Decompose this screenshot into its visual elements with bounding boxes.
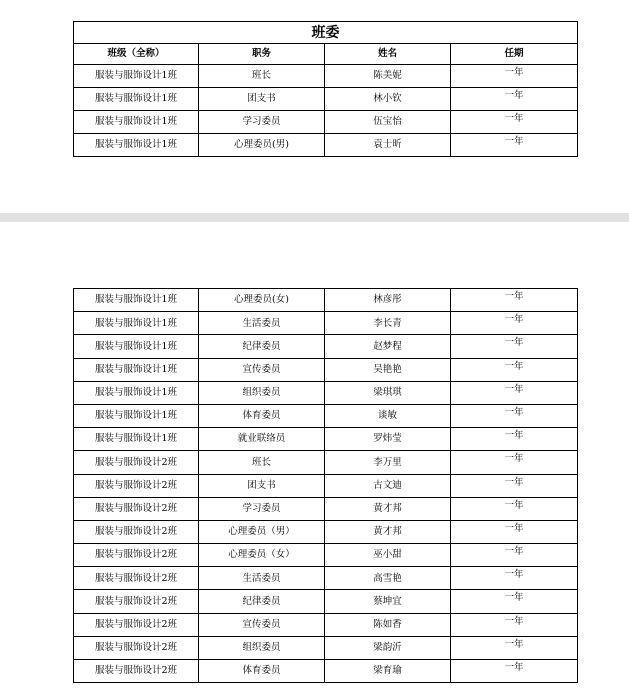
cell-name: 林彦彤 bbox=[325, 289, 451, 312]
class-committee-table-part-2 bbox=[73, 288, 578, 683]
table-row bbox=[74, 289, 578, 312]
cell-position: 宣传委员 bbox=[199, 613, 325, 636]
cell-class: 服装与服饰设计1班 bbox=[74, 312, 199, 335]
table-row bbox=[74, 520, 578, 543]
cell-term: 一年 bbox=[451, 497, 578, 520]
cell-term: 一年 bbox=[451, 613, 578, 636]
cell-class: 服装与服饰设计2班 bbox=[74, 497, 199, 520]
table-row bbox=[74, 567, 578, 590]
table-row bbox=[74, 88, 578, 111]
cell-term: 一年 bbox=[451, 451, 578, 474]
cell-class: 服装与服饰设计2班 bbox=[74, 660, 199, 683]
cell-class: 服装与服饰设计1班 bbox=[74, 88, 199, 111]
cell-name: 吴艳艳 bbox=[325, 358, 451, 381]
table-row bbox=[74, 474, 578, 497]
cell-name: 蔡坤宜 bbox=[325, 590, 451, 613]
table-row bbox=[74, 613, 578, 636]
table-header-row bbox=[74, 44, 578, 65]
table-row bbox=[74, 358, 578, 381]
page-separator bbox=[0, 213, 629, 222]
cell-class: 服装与服饰设计2班 bbox=[74, 544, 199, 567]
table-body-part-2 bbox=[74, 289, 578, 683]
cell-term: 一年 bbox=[451, 381, 578, 404]
cell-name: 袁士昕 bbox=[325, 134, 451, 157]
cell-term: 一年 bbox=[451, 520, 578, 543]
cell-position: 组织委员 bbox=[199, 636, 325, 659]
cell-position: 宣传委员 bbox=[199, 358, 325, 381]
cell-position: 班长 bbox=[199, 451, 325, 474]
cell-name: 黄才邦 bbox=[325, 520, 451, 543]
table-row bbox=[74, 381, 578, 404]
cell-term: 一年 bbox=[451, 428, 578, 451]
cell-term: 一年 bbox=[451, 544, 578, 567]
table-row bbox=[74, 497, 578, 520]
cell-position: 体育委员 bbox=[199, 660, 325, 683]
table-row bbox=[74, 544, 578, 567]
table-body-part-1 bbox=[74, 65, 578, 157]
cell-position: 心理委员（男） bbox=[199, 520, 325, 543]
table-row bbox=[74, 590, 578, 613]
cell-class: 服装与服饰设计2班 bbox=[74, 613, 199, 636]
cell-class: 服装与服饰设计1班 bbox=[74, 381, 199, 404]
table-row bbox=[74, 312, 578, 335]
cell-name: 高雪艳 bbox=[325, 567, 451, 590]
cell-name: 罗炜莹 bbox=[325, 428, 451, 451]
cell-term: 一年 bbox=[451, 312, 578, 335]
cell-term: 一年 bbox=[451, 660, 578, 683]
cell-class: 服装与服饰设计1班 bbox=[74, 111, 199, 134]
table-row bbox=[74, 335, 578, 358]
header-term: 任期 bbox=[451, 44, 578, 65]
cell-name: 黄才邦 bbox=[325, 497, 451, 520]
cell-term: 一年 bbox=[451, 88, 578, 111]
cell-name: 古文迪 bbox=[325, 474, 451, 497]
table-row bbox=[74, 404, 578, 427]
cell-position: 心理委员(男) bbox=[199, 134, 325, 157]
class-committee-table-part-1 bbox=[73, 21, 578, 157]
cell-class: 服装与服饰设计2班 bbox=[74, 590, 199, 613]
cell-term: 一年 bbox=[451, 335, 578, 358]
cell-term: 一年 bbox=[451, 404, 578, 427]
table-row bbox=[74, 111, 578, 134]
table-row bbox=[74, 428, 578, 451]
table-row bbox=[74, 451, 578, 474]
cell-position: 团支书 bbox=[199, 88, 325, 111]
cell-position: 学习委员 bbox=[199, 497, 325, 520]
cell-class: 服装与服饰设计1班 bbox=[74, 358, 199, 381]
table-row bbox=[74, 660, 578, 683]
cell-position: 心理委员（女） bbox=[199, 544, 325, 567]
header-name: 姓名 bbox=[325, 44, 451, 65]
table-title: 班委 bbox=[74, 22, 578, 44]
table-row bbox=[74, 134, 578, 157]
cell-position: 学习委员 bbox=[199, 111, 325, 134]
header-class: 班级（全称） bbox=[74, 44, 199, 65]
cell-position: 心理委员(女) bbox=[199, 289, 325, 312]
cell-term: 一年 bbox=[451, 65, 578, 88]
cell-class: 服装与服饰设计2班 bbox=[74, 636, 199, 659]
cell-class: 服装与服饰设计1班 bbox=[74, 65, 199, 88]
cell-class: 服装与服饰设计1班 bbox=[74, 335, 199, 358]
cell-name: 赵梦程 bbox=[325, 335, 451, 358]
cell-name: 梁育瑜 bbox=[325, 660, 451, 683]
cell-term: 一年 bbox=[451, 289, 578, 312]
cell-name: 巫小甜 bbox=[325, 544, 451, 567]
cell-class: 服装与服饰设计1班 bbox=[74, 404, 199, 427]
table-title-row bbox=[74, 22, 578, 44]
cell-position: 团支书 bbox=[199, 474, 325, 497]
cell-name: 伍宝怡 bbox=[325, 111, 451, 134]
cell-term: 一年 bbox=[451, 636, 578, 659]
cell-term: 一年 bbox=[451, 590, 578, 613]
cell-name: 陈如香 bbox=[325, 613, 451, 636]
cell-term: 一年 bbox=[451, 358, 578, 381]
cell-class: 服装与服饰设计1班 bbox=[74, 428, 199, 451]
table-row bbox=[74, 636, 578, 659]
table-row bbox=[74, 65, 578, 88]
cell-position: 生活委员 bbox=[199, 567, 325, 590]
cell-class: 服装与服饰设计1班 bbox=[74, 289, 199, 312]
cell-position: 组织委员 bbox=[199, 381, 325, 404]
cell-name: 林小钦 bbox=[325, 88, 451, 111]
cell-name: 李万里 bbox=[325, 451, 451, 474]
cell-name: 梁韵沂 bbox=[325, 636, 451, 659]
cell-name: 陈美妮 bbox=[325, 65, 451, 88]
document-page-2 bbox=[0, 222, 629, 689]
cell-class: 服装与服饰设计1班 bbox=[74, 134, 199, 157]
cell-class: 服装与服饰设计2班 bbox=[74, 474, 199, 497]
cell-position: 就业联络员 bbox=[199, 428, 325, 451]
cell-name: 谈敏 bbox=[325, 404, 451, 427]
document-page-1 bbox=[0, 0, 629, 213]
cell-term: 一年 bbox=[451, 111, 578, 134]
cell-position: 纪律委员 bbox=[199, 590, 325, 613]
cell-class: 服装与服饰设计2班 bbox=[74, 520, 199, 543]
cell-position: 纪律委员 bbox=[199, 335, 325, 358]
cell-position: 体育委员 bbox=[199, 404, 325, 427]
cell-name: 梁琪琪 bbox=[325, 381, 451, 404]
header-position: 职务 bbox=[199, 44, 325, 65]
cell-term: 一年 bbox=[451, 134, 578, 157]
cell-position: 班长 bbox=[199, 65, 325, 88]
cell-position: 生活委员 bbox=[199, 312, 325, 335]
cell-class: 服装与服饰设计2班 bbox=[74, 567, 199, 590]
cell-term: 一年 bbox=[451, 567, 578, 590]
cell-class: 服装与服饰设计2班 bbox=[74, 451, 199, 474]
cell-term: 一年 bbox=[451, 474, 578, 497]
cell-name: 李长青 bbox=[325, 312, 451, 335]
